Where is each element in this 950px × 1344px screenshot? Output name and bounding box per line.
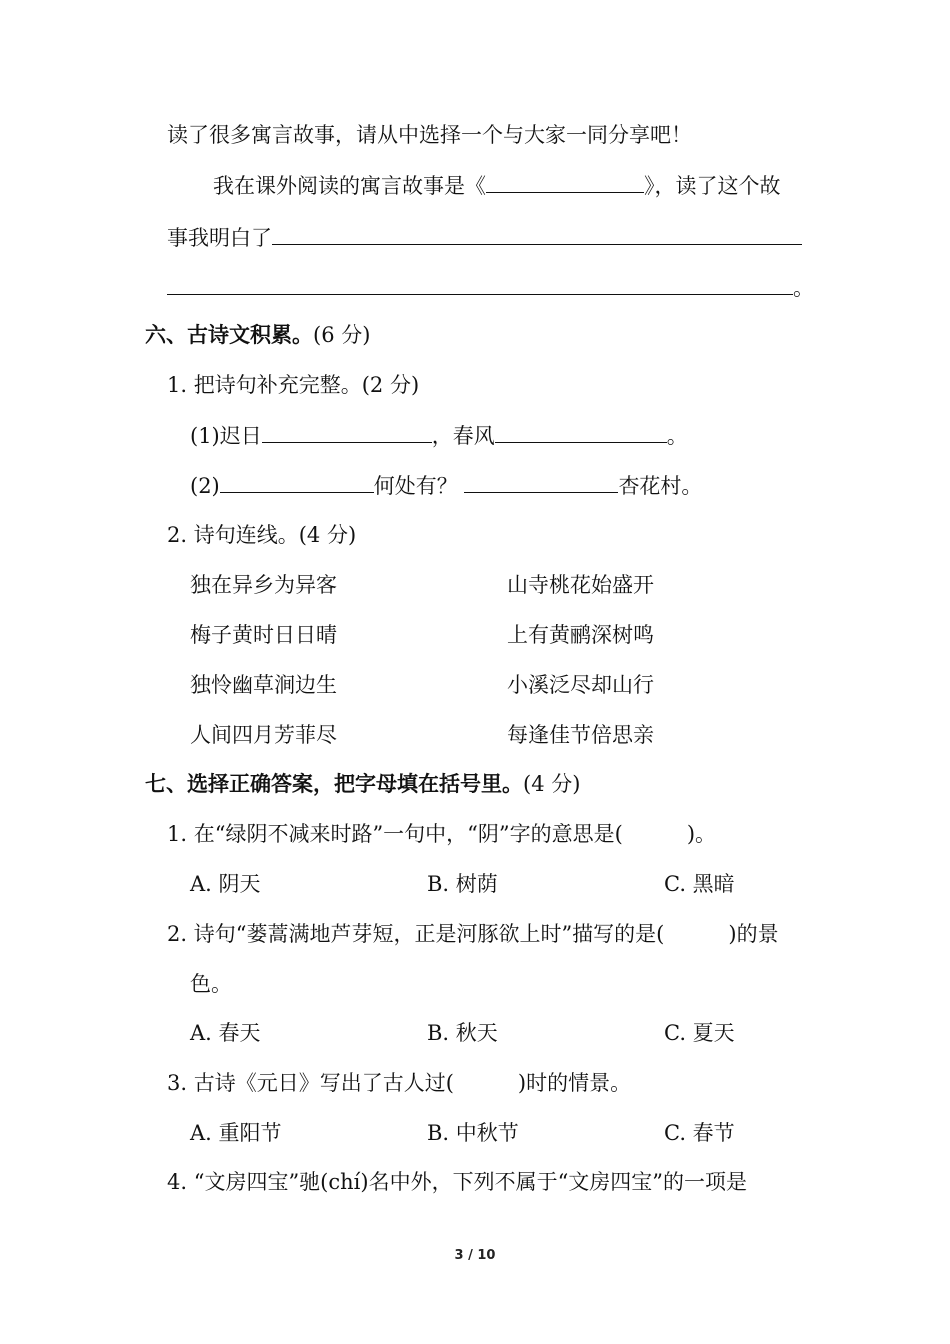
s7-q1-option-b[interactable]: B. 树荫 [427,872,498,896]
s7-q1-option-a[interactable]: A. 阴天 [190,872,261,896]
match-right-1[interactable]: 山寺桃花始盛开 [507,573,654,597]
s6-q1-label: 1. 把诗句补充完整。(2 分) [167,373,420,397]
intro-line-4-suffix: 。 [793,276,814,300]
s6-q1-line-1 [190,420,688,451]
intro-line-2 [213,170,781,201]
poem-blank-1[interactable] [262,420,432,443]
s6-q1-line-1-suffix: 。 [666,424,688,448]
s6-q1-line-2-prefix: (2) [190,474,220,498]
s7-q3-suffix: )时的情景。 [517,1071,632,1095]
match-left-4[interactable]: 人间四月芳菲尽 [190,723,337,747]
s7-q3-text [167,1068,631,1098]
s7-q3-option-b[interactable]: B. 中秋节 [427,1121,519,1145]
match-right-4[interactable]: 每逢佳节倍思亲 [507,723,654,747]
section-6-score: (6 分) [313,323,371,347]
s7-q3-option-c[interactable]: C. 春节 [664,1121,735,1145]
s6-q1-line-2-mid: 何处有？ [373,474,458,498]
section-7-heading [145,769,580,799]
s7-q2-suffix: )的景 [728,922,779,946]
s7-q2-text-cont: 色。 [190,972,232,996]
s7-q4-text: 4. “文房四宝”驰(chí)名中外，下列不属于“文房四宝”的一项是 [167,1170,748,1194]
lesson-blank-2[interactable] [167,272,793,295]
s6-q1-line-2 [190,470,702,501]
s7-q1-suffix: )。 [686,822,717,846]
intro-line-1: 读了很多寓言故事，请从中选择一个与大家一同分享吧！ [167,123,692,147]
s6-q1-line-1-mid: ，春风 [431,424,495,448]
match-left-1[interactable]: 独在异乡为异客 [190,573,337,597]
poem-blank-4[interactable] [464,470,618,493]
s7-q2-option-b[interactable]: B. 秋天 [427,1021,498,1045]
intro-line-3 [167,222,802,253]
s6-q2-label: 2. 诗句连线。(4 分) [167,523,357,547]
match-right-3[interactable]: 小溪泛尽却山行 [507,673,654,697]
intro-line-3-prefix: 事我明白了 [167,226,272,250]
match-left-3[interactable]: 独怜幽草涧边生 [190,673,337,697]
section-6-title: 六、古诗文积累。 [145,322,313,347]
section-7-score: (4 分) [523,772,581,796]
s7-q3-prefix: 3. 古诗《元日》写出了古人过( [167,1071,454,1095]
match-left-2[interactable]: 梅子黄时日日晴 [190,623,337,647]
poem-blank-2[interactable] [495,420,667,443]
s6-q1-line-2-suffix: 杏花村。 [618,474,703,498]
s7-q1-text [167,819,716,849]
poem-blank-3[interactable] [220,470,374,493]
match-right-2[interactable]: 上有黄鹂深树鸣 [507,623,654,647]
s6-q1-line-1-prefix: (1)迟日 [190,424,262,448]
story-title-blank[interactable] [486,170,644,193]
intro-line-2-prefix: 我在课外阅读的寓言故事是《 [213,174,486,198]
lesson-blank-1[interactable] [272,222,802,245]
s7-q2-prefix: 2. 诗句“蒌蒿满地芦芽短，正是河豚欲上时”描写的是( [167,922,665,946]
intro-line-4 [167,272,814,303]
s7-q2-option-a[interactable]: A. 春天 [190,1021,261,1045]
section-7-title: 七、选择正确答案，把字母填在括号里。 [145,771,523,796]
intro-line-2-suffix: 》，读了这个故 [644,174,781,198]
s7-q3-option-a[interactable]: A. 重阳节 [190,1121,282,1145]
s7-q2-option-c[interactable]: C. 夏天 [664,1021,735,1045]
s7-q1-prefix: 1. 在“绿阴不减来时路”一句中，“阴”字的意思是( [167,822,623,846]
s7-q2-text [167,919,779,949]
s7-q1-option-c[interactable]: C. 黑暗 [664,872,735,896]
page-number: 3 / 10 [454,1248,496,1263]
section-6-heading [145,320,370,350]
